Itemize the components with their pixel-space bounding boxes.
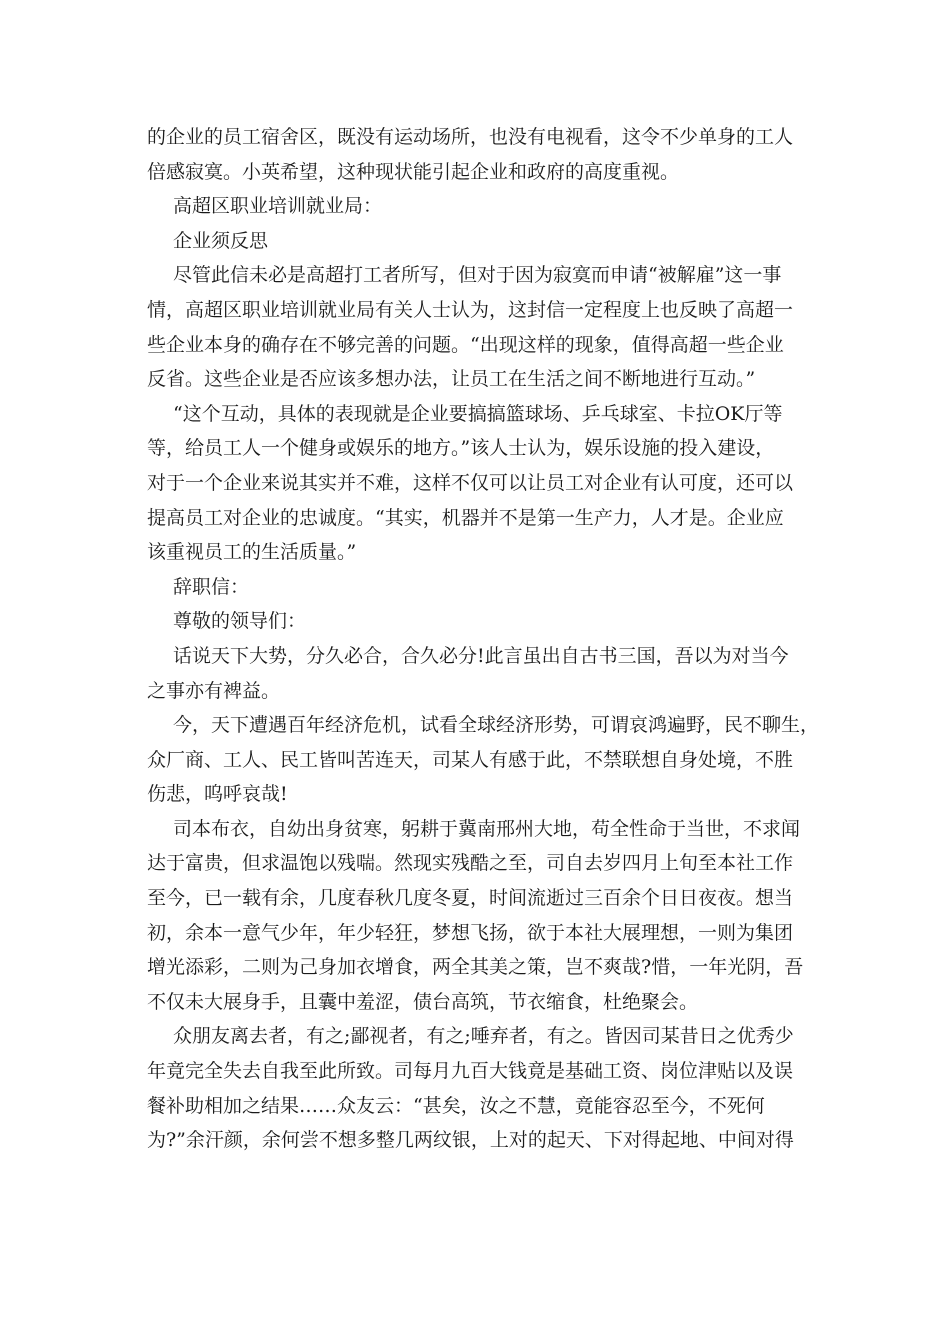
paragraph <box>147 570 817 605</box>
document-body <box>147 120 820 1158</box>
text-line: 之事亦有裨益。 <box>147 679 281 702</box>
text-line: 等，给员工人一个健身或娱乐的地方。”该人士认为，娱乐设施的投入建设， <box>147 437 775 460</box>
text-line: 伤悲，呜呼哀哉! <box>147 783 288 806</box>
text-line: 尽管此信未必是高超打工者所写，但对于因为寂寞而申请“被解雇”这一事 <box>173 264 782 287</box>
text-line: 倍感寂寞。小英希望，这种现状能引起企业和政府的高度重视。 <box>147 160 680 183</box>
text-line: 情，高超区职业培训就业局有关人士认为，这封信一定程度上也反映了高超一 <box>147 298 794 321</box>
text-line: 企业须反思 <box>173 229 269 252</box>
text-line: “这个互动，具体的表现就是企业要搞搞篮球场、乒乓球室、卡拉OK厅等 <box>173 402 783 425</box>
text-line: 众朋友离去者，有之;鄙视者，有之;唾弃者，有之。皆因司某昔日之优秀少 <box>173 1025 794 1048</box>
text-line: 尊敬的领导们： <box>173 610 307 633</box>
paragraph <box>147 604 817 639</box>
text-line: 的企业的员工宿舍区，既没有运动场所，也没有电视看，这令不少单身的工人 <box>147 126 794 148</box>
text-line: 众厂商、工人、民工皆叫苦连天，司某人有感于此，不禁联想自身处境，不胜 <box>147 748 794 771</box>
text-line: 达于富贵，但求温饱以残喘。然现实残酷之至，司自去岁四月上旬至本社工作 <box>147 852 794 875</box>
text-line: 对于一个企业来说其实并不难，这样不仅可以让员工对企业有认可度，还可以 <box>147 471 794 494</box>
paragraph <box>147 708 820 812</box>
text-line: 该重视员工的生活质量。” <box>147 541 357 564</box>
paragraph <box>147 1019 817 1157</box>
paragraph <box>147 120 817 189</box>
paragraph <box>147 189 817 224</box>
paragraph <box>147 397 817 570</box>
text-line: 增光添彩，二则为己身加衣增食，两全其美之策，岂不爽哉?惜，一年光阴，吾 <box>147 956 804 979</box>
paragraph <box>147 639 817 708</box>
text-line: 话说天下大势，分久必合，合久必分!此言虽出自古书三国，吾以为对当今 <box>173 644 789 667</box>
text-line: 司本布衣，自幼出身贫寒，躬耕于冀南邢州大地，苟全性命于当世，不求闻 <box>173 817 801 840</box>
text-line: 不仅未大展身手，且囊中羞涩，债台高筑，节衣缩食，杜绝聚会。 <box>147 990 699 1013</box>
text-line: 高超区职业培训就业局： <box>173 195 383 218</box>
text-line: 初，余本一意气少年，年少轻狂，梦想飞扬，欲于本社大展理想，一则为集团 <box>147 921 794 944</box>
paragraph <box>147 812 817 1020</box>
paragraph <box>147 258 817 396</box>
text-line: 反省。这些企业是否应该多想办法，让员工在生活之间不断地进行互动。” <box>147 368 756 391</box>
text-line: 提高员工对企业的忠诚度。“其实，机器并不是第一生产力，人才是。企业应 <box>147 506 784 529</box>
paragraph <box>147 224 817 259</box>
text-line: 餐补助相加之结果……众友云：“甚矣，汝之不慧，竟能容忍至今，不死何 <box>147 1094 765 1117</box>
text-line: 为?”余汗颜，余何尝不想多整几两纹银，上对的起天、下对得起地、中间对得 <box>147 1129 794 1152</box>
text-line: 辞职信： <box>173 575 250 598</box>
text-line: 些企业本身的确存在不够完善的问题。“出现这样的现象，值得高超一些企业 <box>147 333 784 356</box>
text-line: 年竟完全失去自我至此所致。司每月九百大钱竟是基础工资、岗位津贴以及误 <box>147 1060 794 1083</box>
text-line: 至今，已一载有余，几度春秋几度冬夏，时间流逝过三百余个日日夜夜。想当 <box>147 887 794 910</box>
text-line: 今，天下遭遇百年经济危机，试看全球经济形势，可谓哀鸿遍野，民不聊生， <box>173 714 820 737</box>
